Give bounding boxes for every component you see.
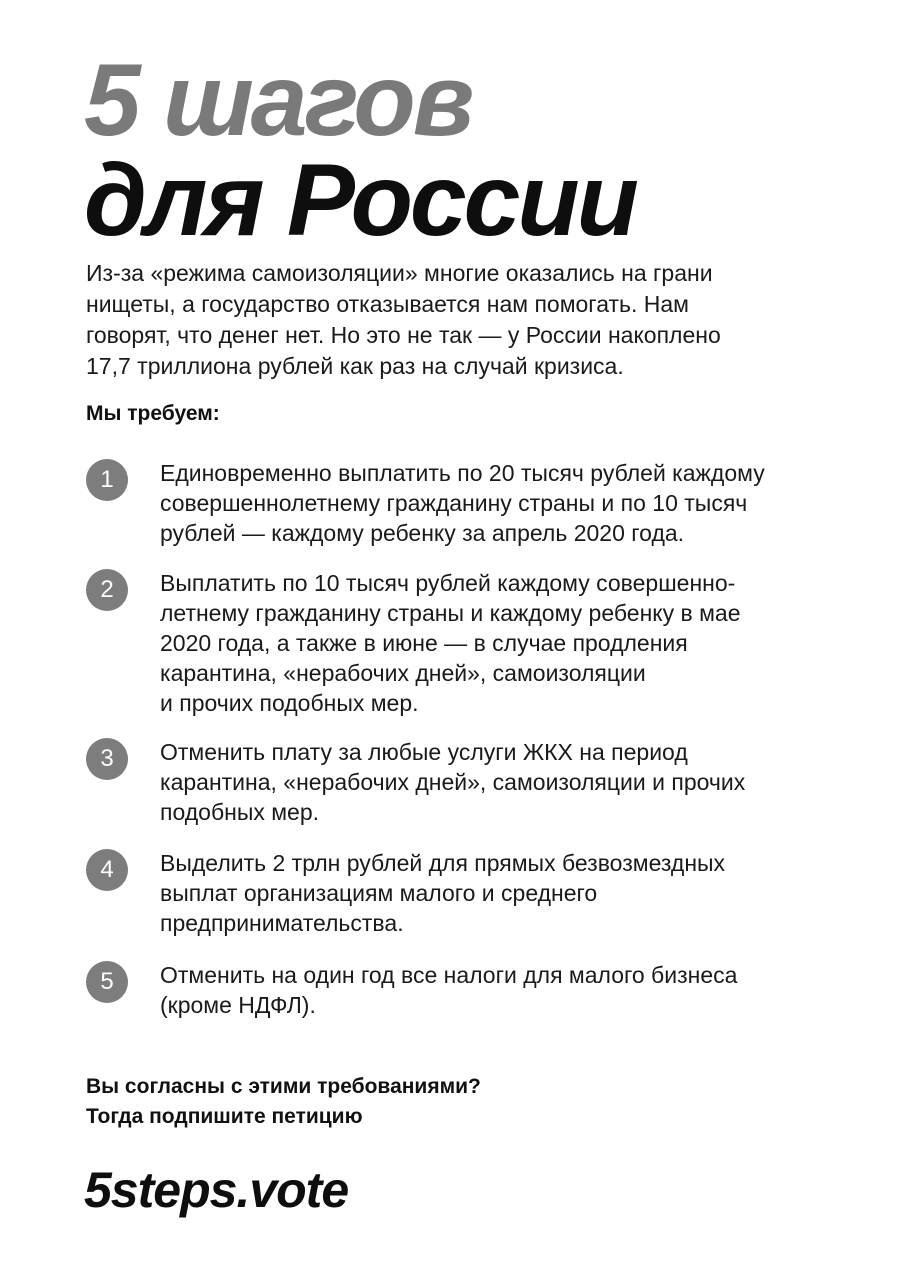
petition-url-link[interactable]: 5steps.vote	[84, 1162, 349, 1218]
page-title	[84, 43, 636, 257]
demand-text-1: Единовременно выплатить по 20 тысяч рублей каждому совершеннолетнему гражданину страны и по 10 тысяч рублей — каждому ребенку за апрель 2020 года.	[160, 460, 765, 546]
call-to-action: Вы согласны с этими требованиями? Тогда подпишите петицию	[86, 1075, 481, 1128]
number-badge-1: 1	[86, 459, 128, 501]
number-badge-3: 3	[86, 738, 128, 780]
demand-text-5: Отменить на один год все налоги для малого бизнеса (кроме НДФЛ).	[160, 962, 738, 1018]
demand-text-2: Выплатить по 10 тысяч рублей каждому совершенно- летнему гражданину страны и каждому ребенку в мае 2020 года, а также в июне — в случае продления карантина, «нерабочих дней», самоизоляции и прочих подобных мер.	[160, 570, 741, 716]
intro-paragraph: Из-за «режима самоизоляции» многие оказались на грани нищеты, а государство отказывается нам помогать. Нам говорят, что денег нет. Но это не так — у России накоплено 17,7 триллиона рублей как раз на случай кризиса.	[86, 260, 721, 379]
demands-heading: Мы требуем:	[86, 402, 220, 425]
number-badge-4: 4	[86, 849, 128, 891]
title-line-2: для России	[84, 143, 636, 257]
title-line-1: 5 шагов	[84, 43, 472, 157]
number-badge-5: 5	[86, 961, 128, 1003]
demand-text-4: Выделить 2 трлн рублей для прямых безвозмездных выплат организациям малого и среднего предпринимательства.	[160, 850, 726, 936]
demand-text-3: Отменить плату за любые услуги ЖКХ на период карантина, «нерабочих дней», самоизоляции и прочих подобных мер.	[160, 739, 746, 825]
number-badge-2: 2	[86, 569, 128, 611]
